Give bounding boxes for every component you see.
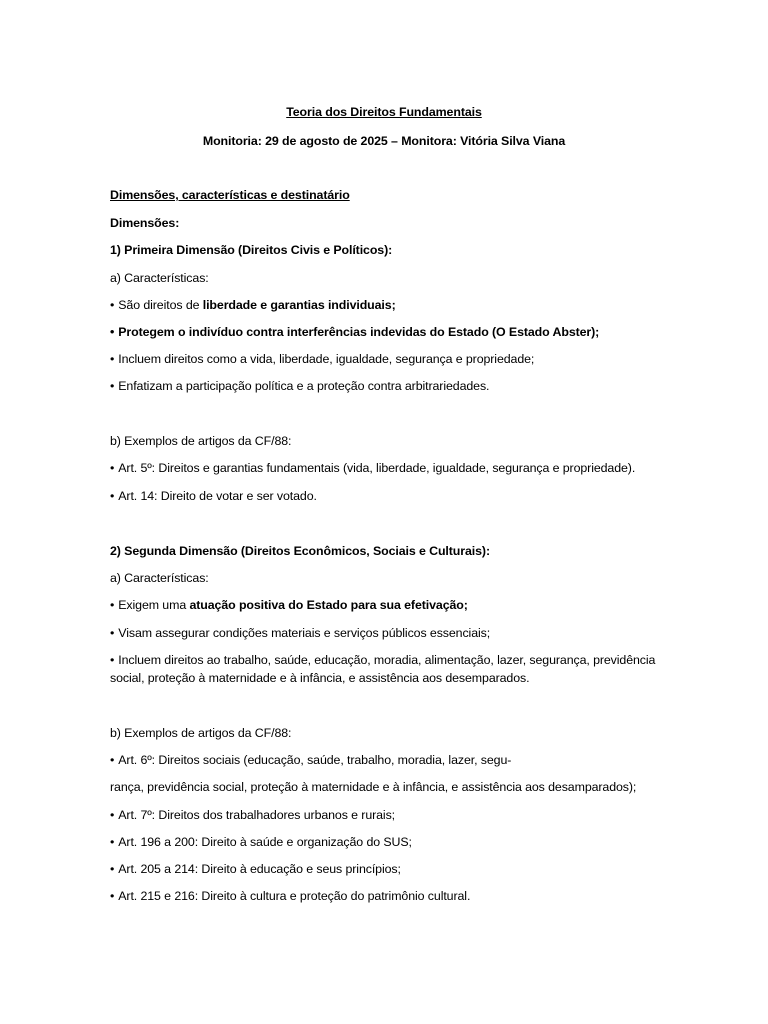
list-item-text: Protegem o indivíduo contra interferências indevidas do Estado (O Estado Abster); <box>118 325 600 339</box>
bullet-icon: • <box>110 379 115 393</box>
list-item-text: Art. 215 e 216: Direito à cultura e proteção do patrimônio cultural. <box>118 889 471 903</box>
list-item-text: Enfatizam a participação política e a proteção contra arbitrariedades. <box>118 379 490 393</box>
dimensions-label: Dimensões: <box>110 216 180 230</box>
bullet-icon: • <box>110 889 115 903</box>
list-item-text: Exigem uma <box>118 598 190 612</box>
list-item-text: Art. 6º: Direitos sociais (educação, saúde, trabalho, moradia, lazer, segu- <box>118 753 512 767</box>
list-item <box>110 652 655 668</box>
bullet-icon: • <box>110 352 115 366</box>
list-item-text: Art. 14: Direito de votar e ser votado. <box>118 489 317 503</box>
list-item-continuation: rança, previdência social, proteção à maternidade e à infância, e assistência aos desamparados); <box>110 780 637 794</box>
list-item-text: Art. 5º: Direitos e garantias fundamentais (vida, liberdade, igualdade, segurança e propriedade). <box>118 461 636 475</box>
list-item-continuation: social, proteção à maternidade e à infância, e assistência aos desemparados. <box>110 671 530 685</box>
document-title: Teoria dos Direitos Fundamentais <box>286 105 482 119</box>
list-item <box>110 861 401 877</box>
list-item <box>110 834 412 850</box>
list-item-emphasis: liberdade e garantias individuais; <box>202 298 396 312</box>
bullet-icon: • <box>110 753 115 767</box>
bullet-icon: • <box>110 325 115 339</box>
list-item-text: Art. 205 a 214: Direito à educação e seus princípios; <box>118 862 401 876</box>
list-item-text: Visam assegurar condições materiais e serviços públicos essenciais; <box>118 626 491 640</box>
document-subtitle: Monitoria: 29 de agosto de 2025 – Monitora: Vitória Silva Viana <box>202 134 566 148</box>
bullet-icon: • <box>110 489 115 503</box>
list-item-emphasis: atuação positiva do Estado para sua efetivação; <box>189 598 468 612</box>
list-item <box>110 351 534 367</box>
bullet-icon: • <box>110 626 115 640</box>
list-item-text: Incluem direitos como a vida, liberdade, igualdade, segurança e propriedade; <box>118 352 535 366</box>
bullet-icon: • <box>110 862 115 876</box>
bullet-icon: • <box>110 835 115 849</box>
list-item <box>110 807 395 823</box>
list-item <box>110 460 635 476</box>
list-item <box>110 597 468 613</box>
bullet-icon: • <box>110 598 115 612</box>
first-dimension-heading: 1) Primeira Dimensão (Direitos Civis e Políticos): <box>110 243 393 257</box>
bullet-icon: • <box>110 461 115 475</box>
list-item <box>110 625 490 641</box>
list-item-text: Art. 196 a 200: Direito à saúde e organização do SUS; <box>118 835 412 849</box>
first-characteristics-label: a) Características: <box>110 271 209 285</box>
list-item-text: São direitos de <box>118 298 203 312</box>
bullet-icon: • <box>110 298 115 312</box>
bullet-icon: • <box>110 653 115 667</box>
list-item-text: Incluem direitos ao trabalho, saúde, educação, moradia, alimentação, lazer, segurança, previdência <box>118 653 656 667</box>
list-item <box>110 324 599 340</box>
list-item <box>110 888 470 904</box>
second-characteristics-label: a) Características: <box>110 571 209 585</box>
bullet-icon: • <box>110 808 115 822</box>
list-item <box>110 488 317 504</box>
second-dimension-heading: 2) Segunda Dimensão (Direitos Econômicos, Sociais e Culturais): <box>110 544 490 558</box>
section-heading: Dimensões, características e destinatário <box>110 188 350 202</box>
list-item <box>110 752 511 768</box>
second-examples-label: b) Exemplos de artigos da CF/88: <box>110 726 292 740</box>
list-item <box>110 297 396 313</box>
first-examples-label: b) Exemplos de artigos da CF/88: <box>110 434 292 448</box>
list-item-text: Art. 7º: Direitos dos trabalhadores urbanos e rurais; <box>118 808 396 822</box>
list-item <box>110 378 489 394</box>
